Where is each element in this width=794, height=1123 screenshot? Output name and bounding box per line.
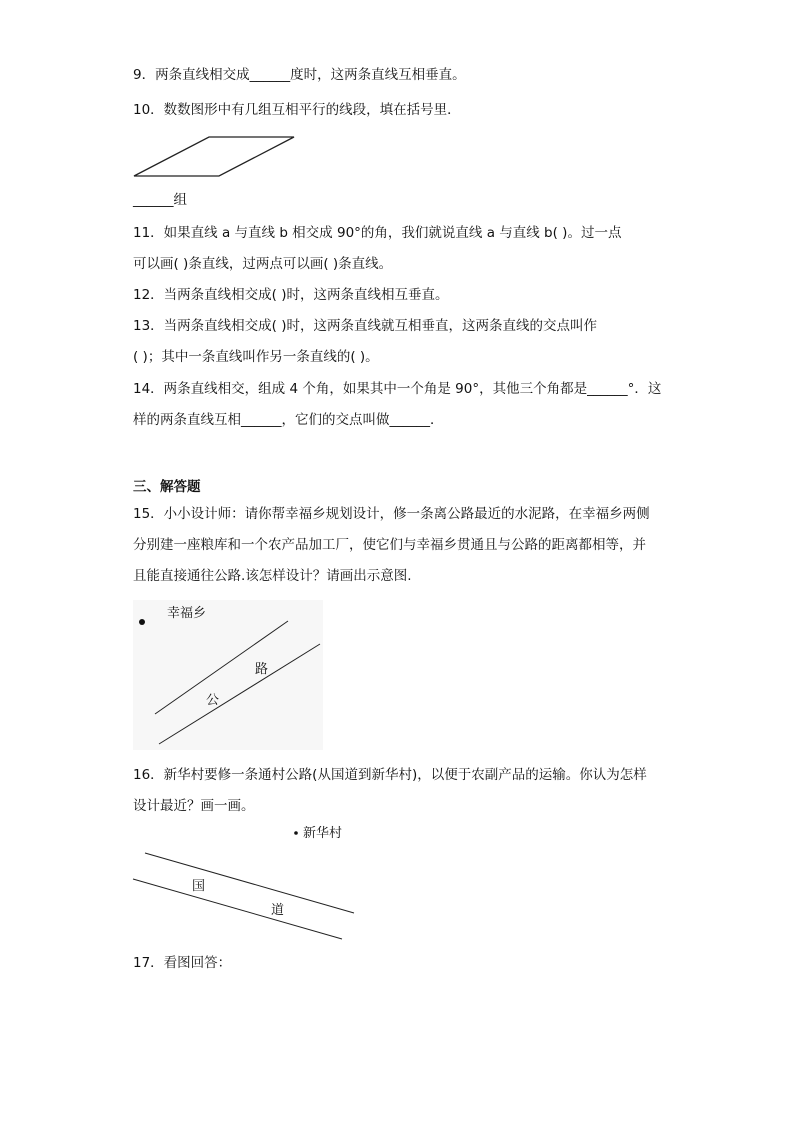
village-label: 幸福乡 — [167, 606, 207, 621]
section-heading: 三、解答题 — [133, 479, 201, 495]
question-12: 12．当两条直线相交成( )时，这两条直线相互垂直。 — [133, 287, 449, 303]
question-11-line-2: 可以画( )条直线，过两点可以画( )条直线。 — [133, 256, 393, 272]
question-9: 9．两条直线相交成______度时，这两条直线互相垂直。 — [133, 67, 466, 83]
road-char-gong: 公 — [206, 693, 220, 708]
question-15-line-3: 且能直接通往公路.该怎样设计？请画出示意图. — [133, 568, 412, 584]
village-dot — [139, 619, 145, 625]
road-char-dao: 道 — [271, 903, 285, 918]
road-char-lu: 路 — [255, 662, 269, 677]
road-upper-line — [145, 853, 354, 913]
parallelogram-figure — [133, 135, 298, 180]
question-14-line-2: 样的两条直线互相______，它们的交点叫做______． — [133, 412, 444, 428]
question-13-line-2: ( )；其中一条直线叫作另一条直线的( )。 — [133, 349, 379, 365]
village-dot — [294, 831, 298, 835]
question-16-line-2: 设计最近？画一画。 — [133, 798, 255, 814]
road-char-guo: 国 — [192, 879, 206, 894]
village-road-figure — [133, 600, 323, 750]
road-lower-line — [133, 879, 342, 939]
question-17: 17．看图回答： — [133, 955, 232, 971]
question-13-line-1: 13．当两条直线相交成( )时，这两条直线就互相垂直，这两条直线的交点叫作 — [133, 318, 598, 334]
question-14-line-1: 14．两条直线相交，组成 4 个角，如果其中一个角是 90°，其他三个角都是______°．这 — [133, 381, 662, 397]
figure-background — [133, 600, 323, 750]
village-label: 新华村 — [303, 826, 343, 841]
parallelogram-shape — [134, 137, 294, 176]
question-16-line-1: 16．新华村要修一条通村公路(从国道到新华村)，以便于农副产品的运输。你认为怎样 — [133, 767, 647, 783]
question-15-line-2: 分别建一座粮库和一个农产品加工厂，使它们与幸福乡贯通且与公路的距离都相等，并 — [133, 537, 646, 553]
national-road-figure — [130, 822, 360, 947]
question-10: 10．数数图形中有几组互相平行的线段，填在括号里． — [133, 102, 461, 118]
question-15-line-1: 15．小小设计师：请你帮幸福乡规划设计，修一条离公路最近的水泥路，在幸福乡两侧 — [133, 506, 650, 522]
question-11-line-1: 11．如果直线 a 与直线 b 相交成 90°的角，我们就说直线 a 与直线 b( )。过一点 — [133, 225, 622, 241]
question-10-answer: ______组 — [133, 192, 187, 208]
